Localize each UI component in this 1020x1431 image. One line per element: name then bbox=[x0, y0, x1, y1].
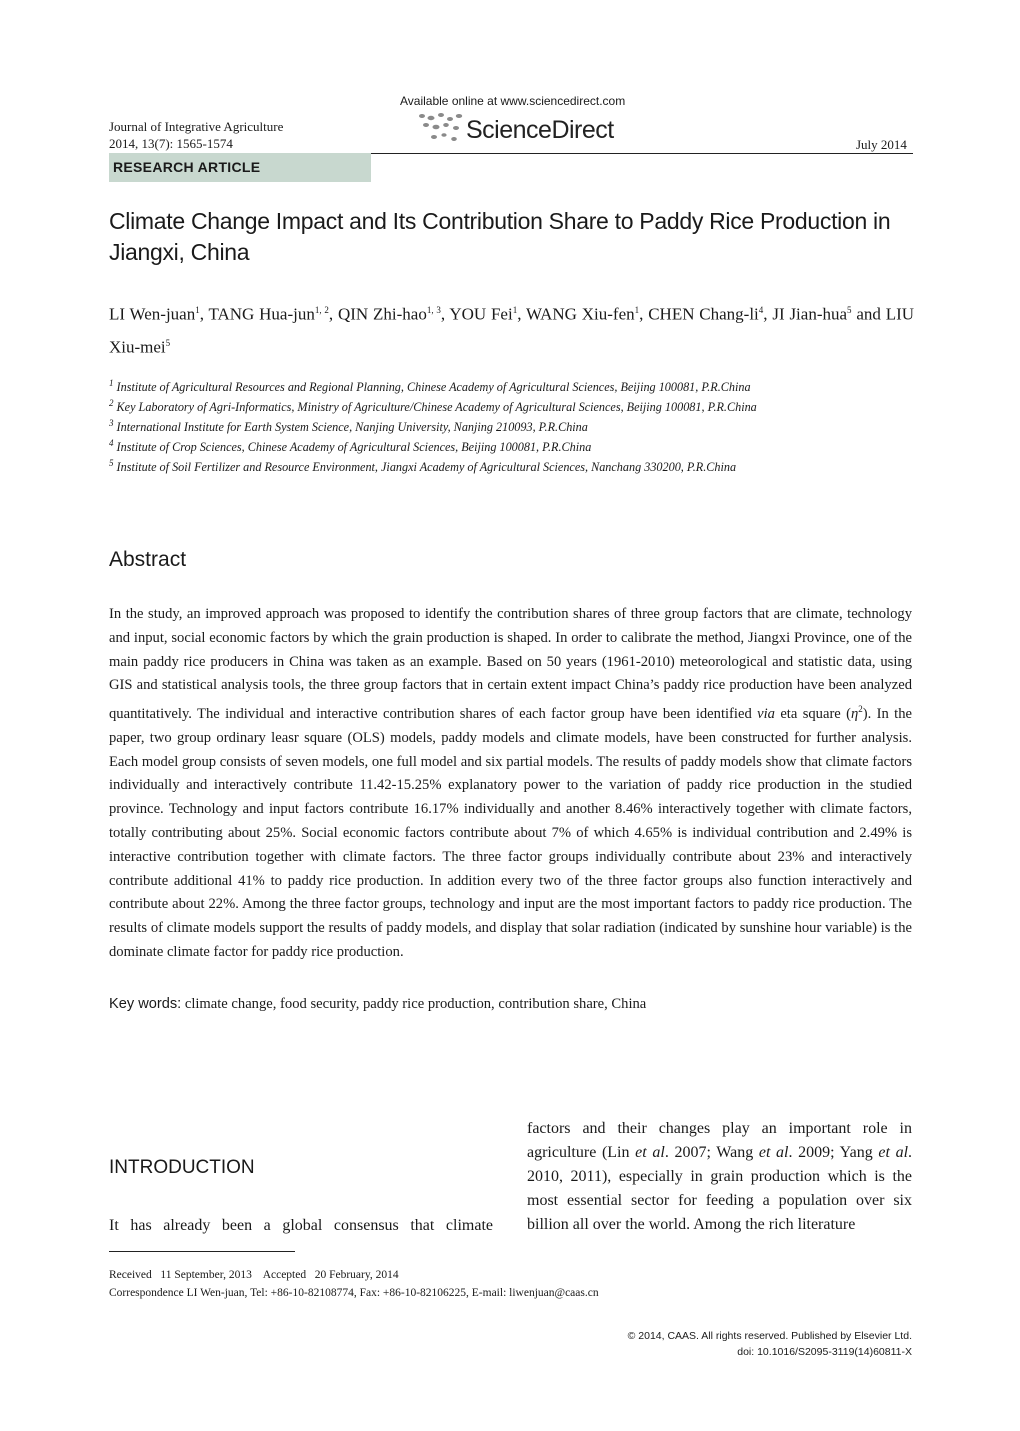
intro-text: . 2010, 2011), especially in grain production which is the most essential sector for feeding a population over six billion all over the world. Among the rich literature bbox=[527, 1144, 913, 1233]
author[interactable]: JI Jian-hua bbox=[772, 304, 848, 324]
intro-left-column: It has already been a global consensus that climate bbox=[109, 1217, 493, 1234]
affiliation-number: 1 bbox=[109, 378, 114, 388]
author-affiliation-mark: 1 bbox=[634, 305, 640, 315]
author[interactable]: QIN Zhi-hao bbox=[337, 304, 427, 324]
affiliation bbox=[109, 416, 919, 434]
author-affiliation-mark: 1 bbox=[512, 305, 518, 315]
received-dates: Received 11 September, 2013 Accepted 20 February, 2014 bbox=[109, 1269, 399, 1281]
copyright-block bbox=[628, 1328, 912, 1360]
paper-title: Climate Change Impact and Its Contribution Share to Paddy Rice Production in Jiangxi, China bbox=[109, 208, 891, 265]
citation-etal: et al bbox=[758, 1144, 789, 1161]
author-affiliation-mark: 5 bbox=[847, 305, 852, 315]
journal-name: Journal of Integrative Agriculture bbox=[109, 119, 284, 134]
author-affiliation-mark: 1, 2 bbox=[314, 305, 329, 315]
citation-etal: et al bbox=[878, 1144, 909, 1161]
abstract-heading: Abstract bbox=[109, 548, 187, 571]
author[interactable]: LI Wen-juan bbox=[109, 304, 196, 324]
affiliation-number: 5 bbox=[109, 458, 114, 468]
affiliation-text: Institute of Crop Sciences, Chinese Academy of Agricultural Sciences, Beijing 100081, P.R.China bbox=[116, 440, 592, 455]
affiliation-number: 3 bbox=[109, 418, 114, 428]
keywords-text: climate change, food security, paddy rice production, contribution share, China bbox=[181, 996, 647, 1012]
publisher-name[interactable]: ScienceDirect bbox=[466, 116, 614, 144]
affiliation-text: Institute of Soil Fertilizer and Resource Environment, Jiangxi Academy of Agricultural Sciences, Nanchang 330200, P.R.China bbox=[116, 460, 737, 475]
abstract-body bbox=[109, 603, 912, 965]
abstract-text: ). In the paper, two group ordinary leasr square (OLS) models, paddy models and climate models, have been constructed for further analysis. Each model group consists of seven models, one full model and six partial models. The results of paddy models show that climate factors individually and interactively contribute 11.42-15.25% explanatory power to the variation of paddy rice production in the studied province. Technology and input factors contribute 16.17% individually and another 8.46% interactively together with climate factors, totally contributing about 25%. Social economic factors contribute about 7% of which 4.65% is individual contribution and 2.49% is interactive contribution together with climate factors. The three factor groups individually contribute about 23% and interactively contribute additional 41% to paddy rice production. In addition every two of the three factor groups also function interactively and contribute about 22%. Among the three factor groups, technology and input are the most important factors to paddy rice production. The results of climate models support the results of paddy models, and display that solar radiation (indicated by sunshine hour variable) is the dominate climate factor for paddy rice production. bbox=[109, 706, 912, 961]
abstract-text: In the study, an improved approach was proposed to identify the contribution shares of three group factors that are climate, technology and input, social economic factors by which the grain production is shaped. In order to calibrate the method, Jiangxi Province, one of the main paddy rice producers in China was taken as an example. Based on 50 years (1961-2010) meteorological and statistic data, using GIS and statistical analysis tools, the three group factors that in certain extent impact China’s paddy rice production have been analyzed quantitatively. The individual and interactive contribution shares of each factor group have been identified bbox=[109, 606, 912, 723]
issue-date: July 2014 bbox=[856, 137, 907, 152]
author-affiliation-mark: 4 bbox=[758, 305, 764, 315]
author-affiliation-mark: 1, 3 bbox=[426, 305, 441, 315]
intro-text: . 2009; Yang bbox=[788, 1144, 879, 1161]
footnotes bbox=[109, 1266, 599, 1302]
abstract-text: eta square ( bbox=[774, 706, 852, 723]
author-list: LI Wen-juan$^1$, TANG Hua-jun$^{1, 2}$, QIN Zhi-hao$^{1, 3}$, YOU Fei$^1$, WANG Xiu-fen$^1$, CHEN Chang-$li^4$, JI Jian-hua$^5$ and LIU Xiu-mei$^5$ bbox=[109, 304, 915, 357]
affiliation bbox=[109, 376, 919, 394]
author[interactable]: LIU Xiu-mei bbox=[109, 304, 915, 357]
journal-info bbox=[109, 118, 283, 152]
intro-right-column bbox=[527, 1117, 912, 1237]
eta-symbol: η bbox=[851, 706, 859, 723]
intro-text: factors and their changes play an important role in agriculture (Lin bbox=[527, 1120, 912, 1161]
author-affiliation-mark: 1 bbox=[195, 305, 200, 315]
footnote-rule bbox=[109, 1251, 295, 1252]
affiliation bbox=[109, 456, 919, 474]
affiliation-number: 4 bbox=[109, 438, 114, 448]
introduction-heading: INTRODUCTION bbox=[109, 1157, 255, 1178]
correspondence: Correspondence LI Wen-juan, Tel: +86-10-82108774, Fax: +86-10-82106225, E-mail: liwenjuan@caas.cn bbox=[109, 1287, 599, 1299]
abstract-italic: via bbox=[757, 706, 775, 723]
author[interactable]: YOU Fei bbox=[449, 304, 513, 324]
keywords bbox=[109, 996, 912, 1013]
article-type-banner: RESEARCH ARTICLE bbox=[109, 153, 371, 182]
doi-link[interactable]: doi: 10.1016/S2095-3119(14)60811-X bbox=[737, 1346, 912, 1358]
keywords-label: Key words: bbox=[109, 996, 182, 1012]
copyright-notice: © 2014, CAAS. All rights reserved. Published by Elsevier Ltd. bbox=[627, 1330, 912, 1342]
author[interactable]: CHEN Chang-li bbox=[648, 304, 759, 324]
affiliation-text: International Institute for Earth System Science, Nanjing University, Nanjing 210093, P.R.China bbox=[116, 420, 588, 435]
author[interactable]: TANG Hua-jun bbox=[208, 304, 315, 324]
affiliation-text: Institute of Agricultural Resources and Regional Planning, Chinese Academy of Agricultural Sciences, Beijing 100081, P.R.China bbox=[116, 380, 751, 395]
citation-etal: et al bbox=[635, 1144, 665, 1161]
intro-text: . 2007; Wang bbox=[664, 1144, 759, 1161]
affiliation bbox=[109, 436, 919, 454]
journal-volume: 2014, 13(7): 1565-1574 bbox=[109, 136, 233, 151]
affiliation-text: Key Laboratory of Agri-Informatics, Ministry of Agriculture/Chinese Academy of Agricultural Sciences, Beijing 100081, P.R.China bbox=[116, 400, 757, 415]
header-rule bbox=[371, 153, 913, 154]
author[interactable]: WANG Xiu-fen bbox=[525, 304, 635, 324]
affiliation-number: 2 bbox=[109, 398, 114, 408]
affiliation bbox=[109, 396, 919, 414]
author-affiliation-mark: 5 bbox=[165, 337, 171, 348]
eta-superscript: 2 bbox=[858, 704, 863, 715]
available-online-link[interactable]: Available online at www.sciencedirect.com bbox=[400, 94, 626, 108]
